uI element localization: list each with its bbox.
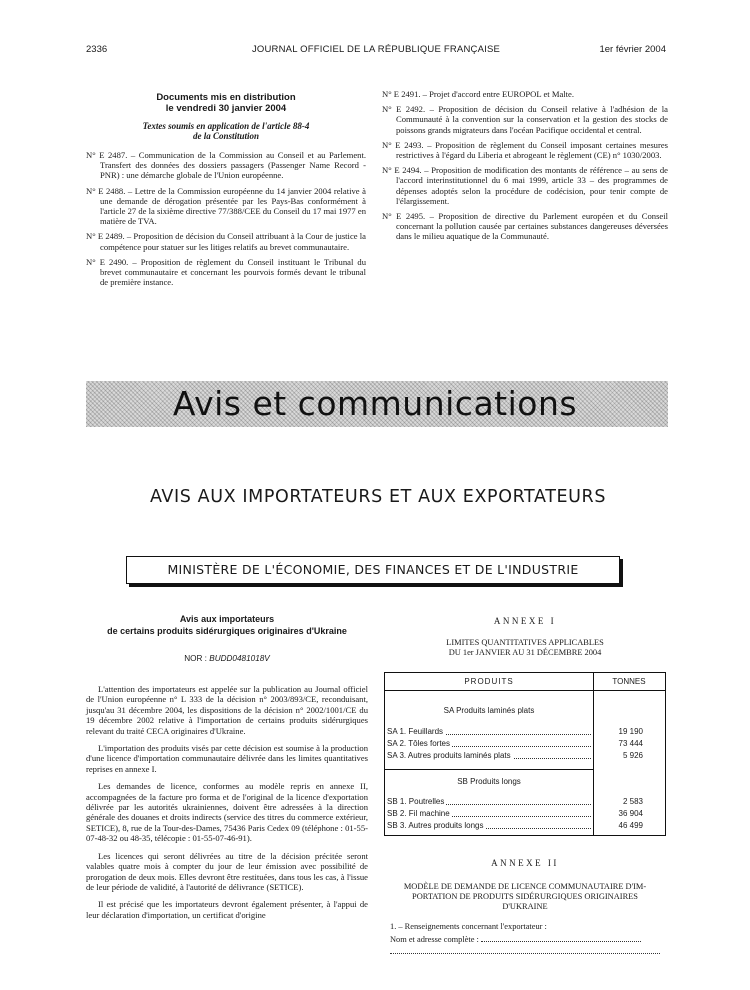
avis-body	[86, 684, 368, 927]
group-title: SA Produits laminés plats	[443, 706, 535, 715]
column-header-tonnes: TONNES	[612, 677, 646, 686]
avis-paragraph: Les licences qui seront délivrées au titre de la décision précitée seront valables quatre mois à compter du jour de leur émission avec possibilité de prorogation de deux mois. Elles devront être restituées, dans tous les cas, à l'issue de leur période de validité, à l'autorité de délivrance (SETICE).	[86, 850, 368, 892]
group-title: SB Produits longs	[457, 777, 521, 786]
blank-fill-line	[390, 948, 660, 954]
table-row: SB 3. Autres produits longs	[387, 821, 591, 831]
publication-date: 1er février 2004	[599, 44, 666, 55]
document-entry: N° E 2487. – Communication de la Commission au Conseil et au Parlement. Transfert des données des dossiers passagers (Passenger Name Record - PNR) : une démarche globale de l'Union européenne.	[86, 150, 366, 181]
page-number: 2336	[86, 44, 108, 55]
document-entry: N° E 2488. – Lettre de la Commission européenne du 14 janvier 2004 relative à une demande de dérogation présentée par les Pays-Bas conformément à l'article 27 de la sixième directive 77/388/CEE du Conseil du 17 mai 1977 en matière de TVA.	[86, 185, 366, 227]
avis-paragraph: L'attention des importateurs est appelée sur la publication au Journal officiel de l'Union européenne n° L 333 de la décision n° 2003/893/CE, reconduisant, jusqu'au 31 décembre 2004, les dispositions de la décision n° 2002/1001/CE du 19 décembre 2002 relative à l'importation de certains produits sidérurgiques relevant du traité CECA originaires d'Ukraine.	[86, 684, 368, 736]
document-entry: N° E 2491. – Projet d'accord entre EUROPOL et Malte.	[382, 89, 575, 99]
table-row: SA 3. Autres produits laminés plats	[387, 751, 591, 761]
table-row: SB 2. Fil machine	[387, 809, 591, 819]
table-row: SA 2. Tôles fortes	[387, 739, 591, 749]
table-cell-value: 19 190	[618, 727, 643, 736]
quota-table	[384, 672, 666, 836]
document-entry: N° E 2489. – Proposition de décision du Conseil attribuant à la Cour de justice la compétence pour statuer sur les litiges relatifs au brevet communautaire.	[86, 231, 366, 252]
page-header	[86, 44, 666, 58]
annexe-1-subtitle: LIMITES QUANTITATIVES APPLICABLES DU 1er JANVIER AU 31 DÉCEMBRE 2004	[446, 638, 604, 657]
table-cell-value: 5 926	[622, 751, 643, 760]
documents-left-column	[86, 92, 366, 287]
document-entry: N° E 2492. – Proposition de décision du Conseil relative à l'adhésion de la Communauté à la convention sur la conservation et la gestion des stocks de poissons grands migrateurs dans l'océan Pacifique occidental et central.	[382, 104, 668, 135]
avis-paragraph: Il est précisé que les importateurs devront également présenter, à l'appui de leur déclaration d'importation, un certificat d'origine	[86, 899, 368, 920]
document-entry: N° E 2495. – Proposition de directive du Parlement européen et du Conseil concernant la pollution causée par certaines substances dangereuses déversées dans le milieu aquatique de la Communauté.	[382, 211, 668, 242]
section-title: AVIS AUX IMPORTATEURS ET AUX EXPORTATEURS	[149, 487, 607, 507]
documents-title: Documents mis en distribution le vendredi 30 janvier 2004	[156, 92, 296, 114]
table-cell-value: 46 499	[618, 821, 643, 830]
document-entry: N° E 2494. – Proposition de modification des montants de référence – au sens de l'accord interinstitutionnel du 6 mai 1999, article 33 – des programmes de dépenses adoptés selon la procédure de codécision, pour tenir compte de l'élargissement.	[382, 165, 668, 206]
document-entry: N° E 2493. – Proposition de règlement du Conseil imposant certaines mesures restrictives à l'égard du Liberia et abrogeant le règlement (CE) n° 1030/2003.	[382, 139, 668, 161]
annexe-2-heading: ANNEXE II	[491, 858, 559, 868]
group-separator	[385, 769, 593, 770]
avis-paragraph: Les demandes de licence, conformes au modèle repris en annexe II, accompagnées de la facture pro forma et de l'original de la licence d'exportation délivrée par les autorités ukrainiennes, doivent être adressées à la direction générale des douanes et droits indirects (service des titres du commerce extérieur, SETICE), 8, rue de la Tour-des-Dames, 75436 Paris Cedex 09 (téléphone : 01-55-07-48-32 ou 48-35, télécopie : 01-55-07-46-91).	[86, 781, 368, 844]
annexe-1-heading: ANNEXE I	[493, 616, 557, 626]
table-row: SB 1. Poutrelles	[387, 797, 591, 807]
column-header-products: PRODUITS	[464, 677, 514, 686]
annexe-2-title: MODÈLE DE DEMANDE DE LICENCE COMMUNAUTAIRE D'IM- PORTATION DE PRODUITS SIDÉRURGIQUES ORIGINAIRES D'UKRAINE	[403, 882, 647, 911]
table-header	[385, 673, 665, 691]
documents-subtitle: Textes soumis en application de l'article 88-4 de la Constitution	[142, 121, 310, 141]
blank-fill-line	[481, 936, 641, 942]
journal-title: JOURNAL OFFICIEL DE LA RÉPUBLIQUE FRANÇAISE	[251, 44, 501, 55]
table-row: SA 1. Feuillards	[387, 727, 591, 737]
avis-paragraph: L'importation des produits visés par cette décision est soumise à la production d'une licence d'importation communautaire délivrée dans les limites quantitatives reprises en annexe I.	[86, 743, 368, 774]
documents-right-column	[382, 89, 668, 242]
form-field-name-address: Nom et adresse complète :	[390, 935, 666, 944]
document-entry: N° E 2490. – Proposition de règlement du Conseil instituant le Tribunal du brevet communautaire et concernant les pourvois formés devant le tribunal de première instance.	[86, 256, 366, 288]
form-field-label: 1. – Renseignements concernant l'exportateur :	[390, 922, 547, 931]
blank-fill-row	[390, 947, 666, 955]
table-cell-value: 36 904	[618, 809, 643, 818]
ministry-box	[126, 556, 620, 584]
table-cell-value: 73 444	[618, 739, 643, 748]
nor-reference: NOR : BUDD0481018V	[184, 654, 270, 663]
nor-code: BUDD0481018V	[209, 654, 270, 663]
avis-title: Avis aux importateurs de certains produits sidérurgiques originaires d'Ukraine	[107, 614, 347, 636]
ministry-name: MINISTÈRE DE L'ÉCONOMIE, DES FINANCES ET DE L'INDUSTRIE	[167, 562, 579, 577]
banner-title: Avis et communications	[172, 384, 578, 423]
table-cell-value: 2 583	[622, 797, 643, 806]
